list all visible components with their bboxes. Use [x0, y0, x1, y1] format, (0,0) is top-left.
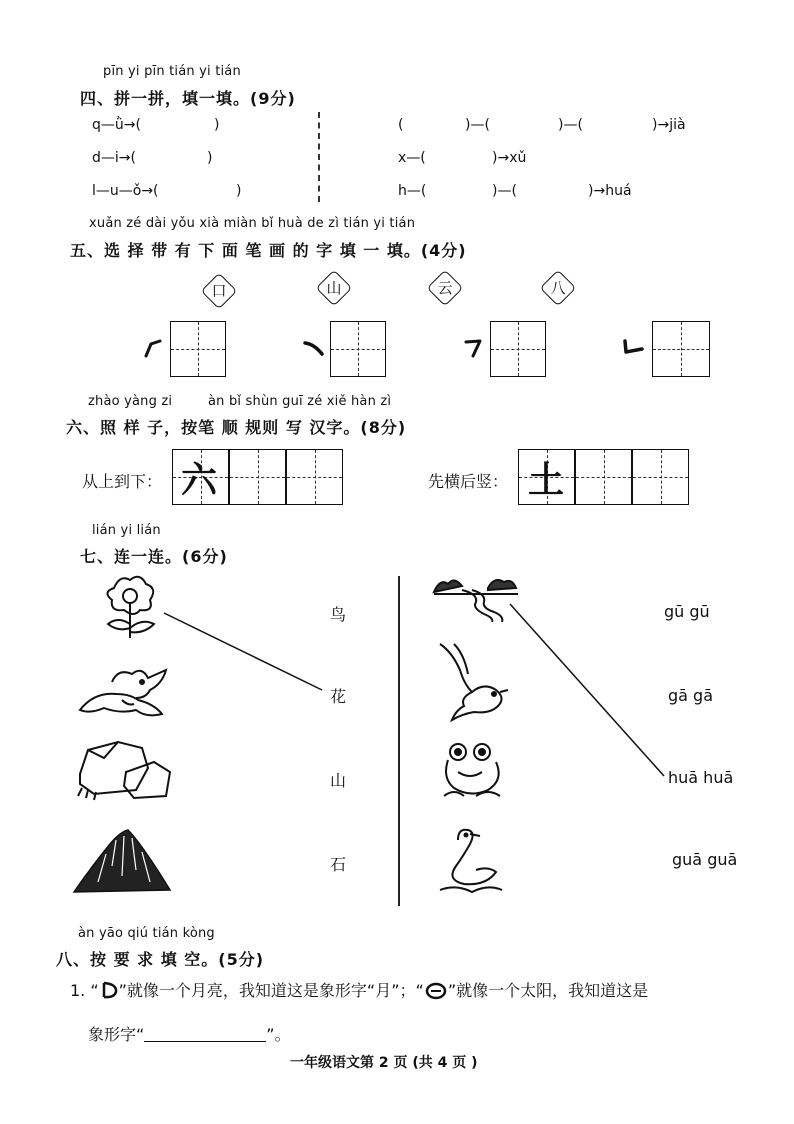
- s4-left-close-3: ): [236, 183, 242, 199]
- s5-stroke-1-glyph: ㇀: [0, 0, 1, 1]
- s4-left-item-1: q—ǜ→(: [92, 117, 141, 133]
- s4-right1-c: )—(: [558, 117, 583, 133]
- duck-picture-icon: [436, 824, 506, 898]
- s5-choice-char: 口: [211, 282, 227, 300]
- s8-q1-part2: ”就像一个月亮，我知道这是象形字“月”；“: [118, 981, 424, 1000]
- s8-question-1-line-2: [88, 1022, 291, 1045]
- s5-choice-char: 云: [437, 279, 453, 297]
- s4-right3-a: h—(: [398, 183, 427, 199]
- s4-left-close-2: ): [207, 150, 213, 166]
- frog-picture-icon: [440, 740, 506, 802]
- s8-pinyin: àn yāo qiú tián kòng: [78, 926, 215, 941]
- s4-heading: 四、拼一拼，填一填。(9分): [80, 89, 296, 108]
- s6-example-char: 六: [181, 459, 218, 501]
- s4-left-close-1: ): [214, 117, 220, 133]
- s7-word-4[interactable]: 石: [330, 855, 347, 874]
- s5-pinyin: xuǎn zé dài yǒu xià miàn bǐ huà de zì tián yi tián: [89, 216, 416, 231]
- s8-answer-blank[interactable]: [144, 1025, 266, 1042]
- s7-sound-2[interactable]: gā gā: [668, 686, 714, 705]
- s7-word-3[interactable]: 山: [330, 771, 347, 790]
- s7-sound-3[interactable]: huā huā: [668, 768, 734, 787]
- s8-question-1-line-1: [70, 978, 648, 1002]
- s6-label-2: 先横后竖：: [428, 472, 509, 491]
- river-picture-icon: [432, 572, 518, 622]
- s4-pinyin: pīn yi pīn tián yi tián: [103, 64, 241, 79]
- s8-q1-part1: 1. “: [70, 981, 99, 1000]
- s4-left-item-2: d—i→(: [92, 150, 136, 166]
- s8-q1-part3: ”就像一个太阳，我知道这是: [447, 981, 649, 1000]
- s8-q1-line2b: ”。: [266, 1025, 291, 1044]
- s4-left-item-3: l—u—ǒ→(: [92, 183, 159, 199]
- s6-pinyin-b: àn bǐ shùn guī zé xiě hàn zì: [208, 394, 392, 409]
- s7-pinyin: lián yi lián: [92, 523, 161, 538]
- s6-example-char: 土: [528, 459, 565, 501]
- s5-stroke-2-glyph: ㇏: [3, 0, 4, 1]
- s4-right1-a: (: [398, 117, 404, 133]
- sun-glyph-icon: [424, 980, 448, 1000]
- connector-flower-line: [164, 613, 322, 690]
- s4-right2-a: x—(: [398, 150, 426, 166]
- s4-right3-c: )→huá: [588, 183, 632, 199]
- s6-label-1: 从上到下：: [82, 472, 163, 491]
- s5-stroke-4-glyph: ㇀: [9, 0, 10, 1]
- s4-right2-b: )→xǔ: [492, 150, 527, 166]
- page-footer: 一年级语文第 2 页 (共 4 页 ): [290, 1055, 478, 1071]
- s8-heading: 八、按 要 求 填 空。(5分): [56, 950, 265, 969]
- connector-river-line: [510, 604, 664, 776]
- s5-choice-char: 八: [550, 279, 566, 297]
- s4-right3-b: )—(: [492, 183, 517, 199]
- s4-right1-b: )—(: [465, 117, 490, 133]
- moon-glyph-icon: [99, 980, 119, 1000]
- pigeon-picture-icon: [434, 640, 510, 724]
- s5-stroke-3-glyph: ㇇: [6, 0, 7, 1]
- s7-sound-1[interactable]: gū gū: [664, 602, 710, 621]
- s6-heading: 六、照 样 子，按笔 顺 规则 写 汉字。(8分): [66, 418, 407, 437]
- s8-q1-line2a: 象形字“: [88, 1025, 145, 1044]
- s7-heading: 七、连一连。(6分): [80, 547, 228, 566]
- s4-right1-d: )→jià: [652, 117, 686, 133]
- s7-word-2[interactable]: 花: [330, 687, 347, 706]
- s5-choice-char: 山: [326, 279, 342, 297]
- s7-sound-4[interactable]: guā guā: [672, 850, 738, 869]
- s6-pinyin-a: zhào yàng zi: [88, 394, 173, 409]
- s5-heading: 五、选 择 带 有 下 面 笔 画 的 字 填 一 填。(4分): [70, 241, 467, 260]
- s7-word-1[interactable]: 鸟: [330, 605, 347, 624]
